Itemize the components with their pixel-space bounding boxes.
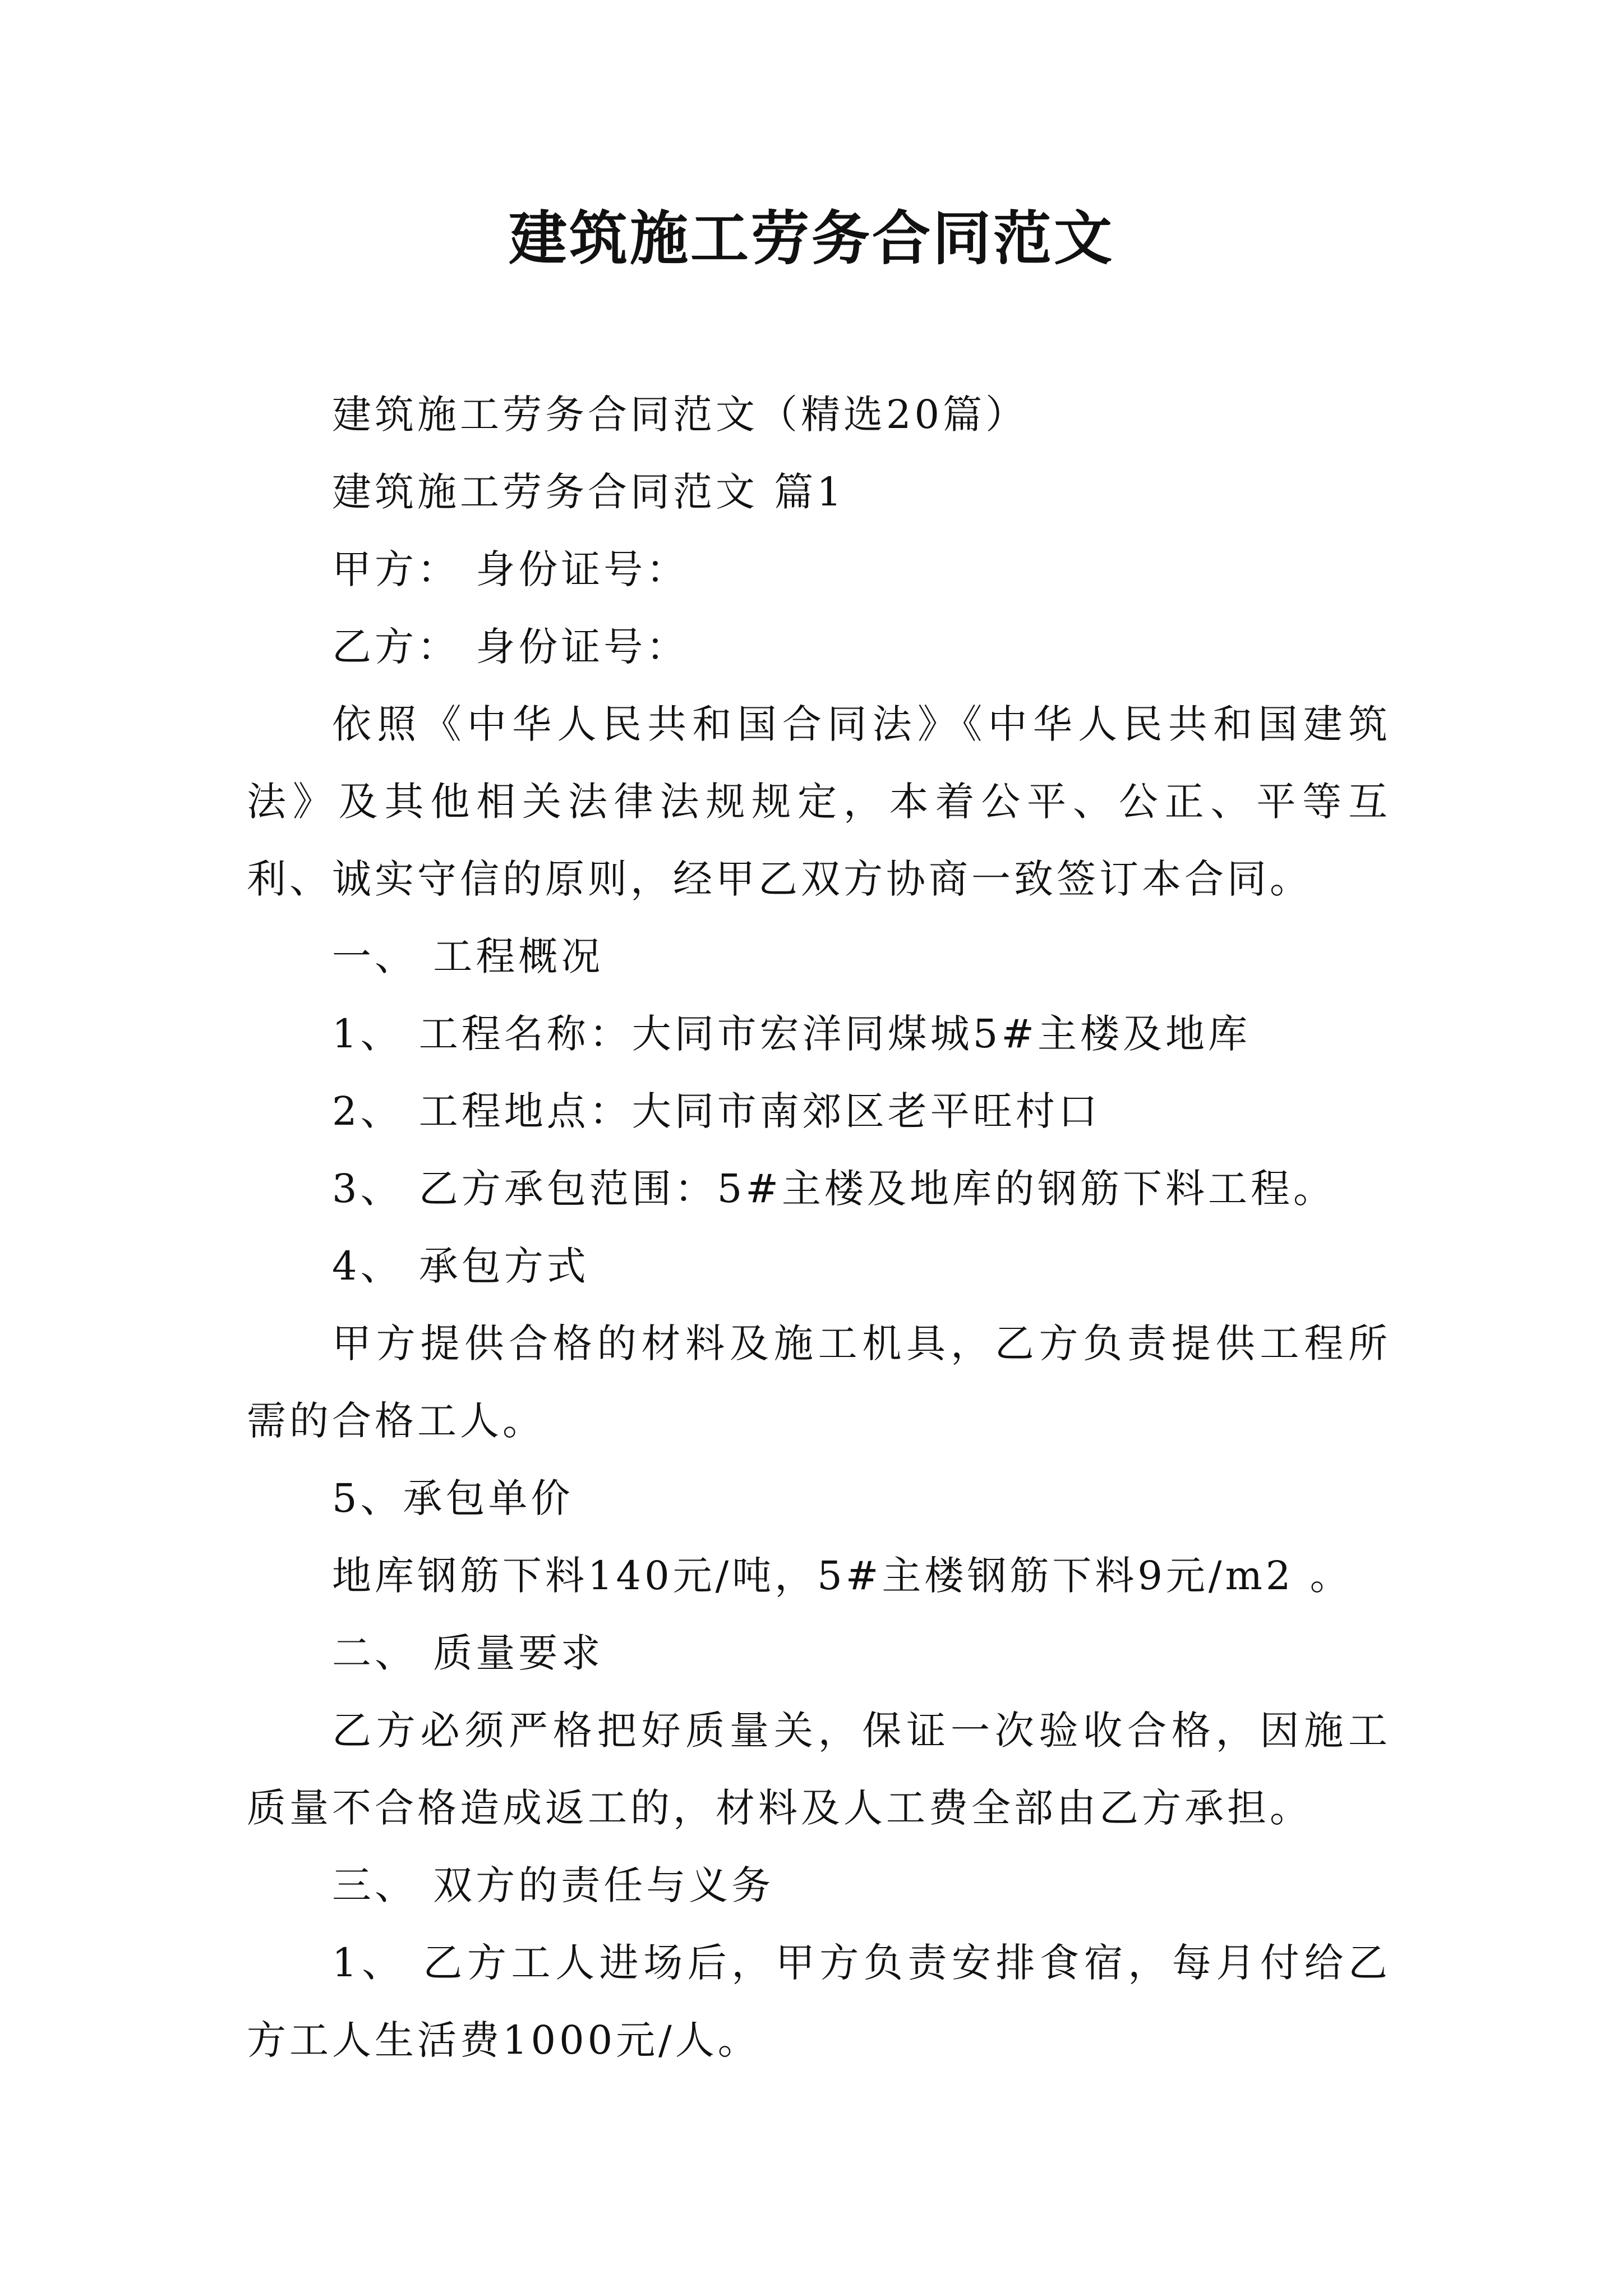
paragraph-contract-method-heading: 4、 承包方式: [332, 1243, 589, 1289]
section-heading-overview: 一、 工程概况: [332, 933, 604, 979]
paragraph-responsibility-1: 1、 乙方工人进场后，甲方负责安排食宿，每月付给乙方工人生活费1000元/人。: [247, 1940, 1391, 2063]
paragraph-subtitle: 建筑施工劳务合同范文（精选20篇）: [332, 392, 1029, 438]
document-body: [247, 376, 1391, 2079]
paragraph-party-b: 乙方： 身份证号：: [332, 624, 689, 670]
paragraph-unit-price: 地库钢筋下料140元/吨，5#主楼钢筋下料9元/m2 。: [332, 1553, 1353, 1599]
section-heading-responsibilities: 三、 双方的责任与义务: [332, 1862, 774, 1908]
paragraph-contract-method: 甲方提供合格的材料及施工机具，乙方负责提供工程所需的合格工人。: [247, 1320, 1391, 1444]
paragraph-party-a: 甲方： 身份证号：: [332, 546, 689, 592]
paragraph-preamble: 依照《中华人民共和国合同法》《中华人民共和国建筑法》及其他相关法律法规规定，本着公平、公正、平等互利、诚实守信的原则，经甲乙双方协商一致签订本合同。: [247, 701, 1391, 902]
paragraph-unit-price-heading: 5、承包单价: [332, 1475, 574, 1521]
paragraph-contract-scope: 3、 乙方承包范围：5#主楼及地库的钢筋下料工程。: [332, 1166, 1336, 1212]
paragraph-quality: 乙方必须严格把好质量关，保证一次验收合格，因施工质量不合格造成返工的，材料及人工费全部由乙方承担。: [247, 1708, 1391, 1831]
document-title: 建筑施工劳务合同范文: [508, 204, 1114, 273]
paragraph-project-location: 2、 工程地点：大同市南郊区老平旺村口: [332, 1088, 1101, 1134]
section-heading-quality: 二、 质量要求: [332, 1630, 604, 1676]
paragraph-article-heading: 建筑施工劳务合同范文 篇1: [332, 469, 845, 515]
paragraph-project-name: 1、 工程名称：大同市宏洋同煤城5#主楼及地库: [332, 1011, 1251, 1057]
